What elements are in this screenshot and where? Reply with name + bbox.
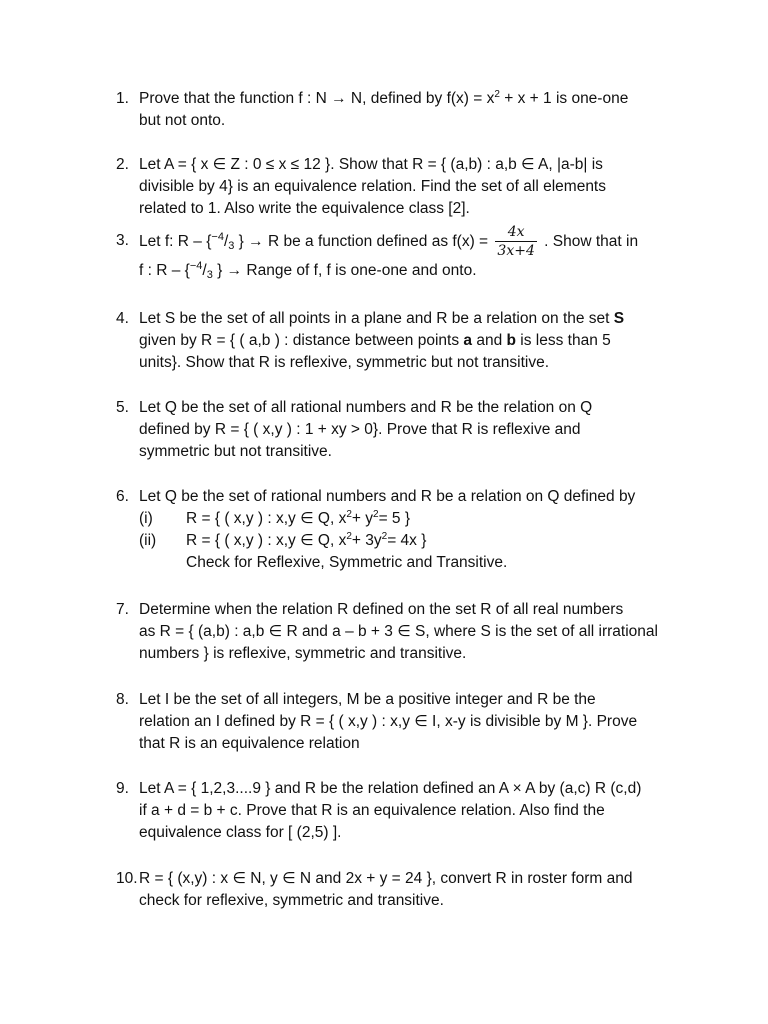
numerator: −4 (189, 260, 203, 272)
question-line: R = { (x,y) : x ∈ N, y ∈ N and 2x + y = 24 }, convert R in roster form and (139, 870, 633, 887)
superscript: 2 (346, 509, 352, 520)
question-number: 6. (116, 488, 129, 505)
question-line: defined by R = { ( x,y ) : 1 + xy > 0}. Prove that R is reflexive and (139, 421, 581, 438)
check-instruction: Check for Reflexive, Symmetric and Transitive. (186, 554, 508, 571)
question-line: but not onto. (139, 112, 226, 129)
question-number: 3. (116, 232, 129, 249)
bold-text: S (613, 310, 625, 327)
question-number: 10. (116, 870, 138, 887)
text: + y (351, 510, 374, 527)
numerator: −4 (211, 231, 224, 243)
question-line: Determine when the relation R defined on the set R of all real numbers (139, 601, 624, 618)
text: . Show that in (539, 233, 639, 250)
numerator: 4x (507, 224, 525, 241)
sub-item-label: (ii) (139, 532, 157, 549)
question-number: 7. (116, 601, 129, 618)
text: = 4x } (387, 532, 427, 549)
question-line: symmetric but not transitive. (139, 443, 332, 460)
question-line: check for reflexive, symmetric and transitive. (139, 892, 444, 909)
text: is less than 5 (515, 332, 611, 349)
text: R = { ( x,y ) : x,y ∈ Q, x (186, 510, 347, 527)
question-line: Let A = { x ∈ Z : 0 ≤ x ≤ 12 }. Show that R = { (a,b) : a,b ∈ A, |a-b| is (139, 156, 603, 173)
question-number: 2. (116, 156, 129, 173)
text: } → Range of f, f is one-one and onto. (212, 262, 477, 279)
question-line: Let A = { 1,2,3....9 } and R be the relation defined an A × A by (a,c) R (c,d) (139, 780, 642, 797)
text: and (472, 332, 507, 349)
text: + 3y (351, 532, 382, 549)
sub-item-line (186, 530, 426, 552)
question-line (139, 220, 638, 264)
question-number: 8. (116, 691, 129, 708)
question-line: as R = { (a,b) : a,b ∈ R and a – b + 3 ∈ S, where S is the set of all irrational (139, 623, 658, 640)
question-line (139, 330, 611, 352)
text: f : R – { (139, 262, 190, 279)
text: Let f: R – { (139, 233, 212, 250)
denominator: 3 (206, 269, 213, 281)
text: } → R be a function defined as f(x) = (234, 233, 493, 250)
text: Prove that the function f : N → N, defined by f(x) = x (139, 90, 495, 107)
question-line: Let Q be the set of rational numbers and R be a relation on Q defined by (139, 488, 636, 505)
superscript: 2 (494, 89, 500, 100)
text: given by R = { ( a,b ) : distance between points (139, 332, 464, 349)
denominator: 3x+4 (497, 243, 535, 260)
question-number: 1. (116, 90, 129, 107)
denominator: 3 (228, 240, 235, 252)
question-line: related to 1. Also write the equivalence class [2]. (139, 200, 470, 217)
question-line (139, 260, 477, 282)
question-line: Let I be the set of all integers, M be a positive integer and R be the (139, 691, 596, 708)
superscript: 2 (346, 531, 352, 542)
superscript: 2 (381, 531, 388, 542)
question-line: that R is an equivalence relation (139, 735, 360, 752)
sub-item-line (186, 508, 410, 530)
text: Let S be the set of all points in a plane and R be a relation on the set (139, 310, 614, 327)
question-line: units}. Show that R is reflexive, symmetric but not transitive. (139, 354, 550, 371)
question-number: 9. (116, 780, 129, 797)
question-line (139, 88, 628, 110)
question-number: 4. (116, 310, 129, 327)
fraction-minus-four-thirds: $^{-4}/_3$ (211, 231, 235, 252)
superscript: 2 (373, 509, 379, 520)
fraction-4x-over-3x-plus-4 (495, 223, 536, 260)
question-line: Let Q be the set of all rational numbers and R be the relation on Q (139, 399, 593, 416)
question-line: numbers } is reflexive, symmetric and transitive. (139, 645, 467, 662)
text: + x + 1 is one-one (499, 90, 629, 107)
question-line (139, 308, 624, 330)
bold-text: b (506, 332, 516, 349)
text: R = { ( x,y ) : x,y ∈ Q, x (186, 532, 347, 549)
question-line: equivalence class for [ (2,5) ]. (139, 824, 342, 841)
bold-text: a (463, 332, 473, 349)
question-line: divisible by 4} is an equivalence relation. Find the set of all elements (139, 178, 606, 195)
question-line: if a + d = b + c. Prove that R is an equivalence relation. Also find the (139, 802, 605, 819)
fraction-minus-four-thirds: $^{-4}/_3$ (189, 260, 213, 281)
question-number: 5. (116, 399, 129, 416)
sub-item-label: (i) (139, 510, 153, 527)
question-line: relation an I defined by R = { ( x,y ) : x,y ∈ I, x-y is divisible by M }. Prove (139, 713, 638, 730)
text: = 5 } (378, 510, 411, 527)
